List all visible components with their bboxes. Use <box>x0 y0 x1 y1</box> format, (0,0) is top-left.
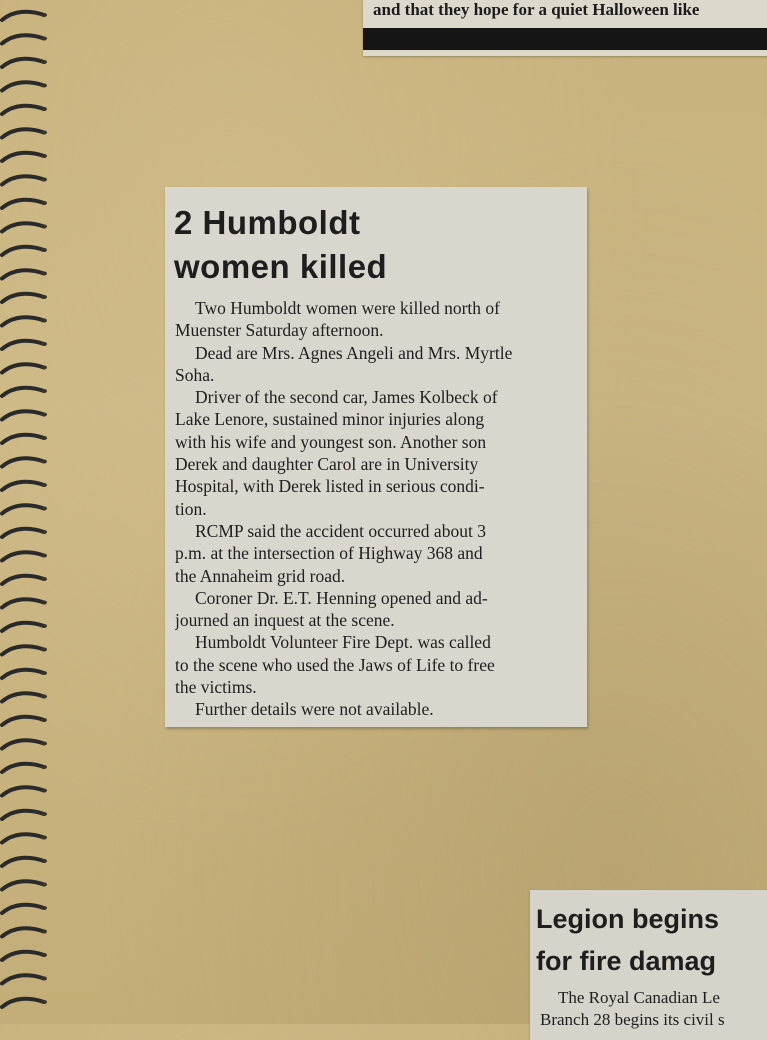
spiral-coil <box>2 247 44 255</box>
spiral-coil <box>2 646 44 654</box>
binding-hole <box>41 389 47 393</box>
spiral-coil <box>2 82 44 90</box>
bottom-clipping-line: Branch 28 begins its civil s <box>540 1010 725 1029</box>
binding-hole <box>41 671 47 675</box>
binding-hole <box>41 507 47 511</box>
spiral-coil <box>2 106 44 114</box>
binding-hole <box>41 718 47 722</box>
article-line: Muenster Saturday afternoon. <box>175 320 384 341</box>
article-line: Dead are Mrs. Agnes Angeli and Mrs. Myrtle <box>195 342 513 363</box>
spiral-coil <box>2 881 44 889</box>
spiral-coil <box>2 811 44 819</box>
article-line: RCMP said the accident occurred about 3 <box>195 520 486 541</box>
binding-hole <box>41 977 47 981</box>
spiral-coil <box>2 975 44 983</box>
spiral-coil <box>2 294 44 302</box>
spiral-coil <box>2 529 44 537</box>
spiral-coil <box>2 153 44 161</box>
article-line: the Annaheim grid road. <box>175 565 346 586</box>
spiral-coil <box>2 576 44 584</box>
spiral-coil <box>2 670 44 678</box>
binding-hole <box>41 60 47 64</box>
headline-line: women killed <box>174 248 388 285</box>
spiral-coil <box>2 388 44 396</box>
binding-hole <box>41 342 47 346</box>
spiral-coil <box>2 623 44 631</box>
binding-hole <box>41 577 47 581</box>
bottom-headline-line: Legion begins <box>536 904 720 934</box>
top-newspaper-clipping <box>363 0 767 56</box>
binding-hole <box>41 225 47 229</box>
bottom-clipping-line: The Royal Canadian Le <box>558 988 720 1007</box>
binding-hole <box>41 483 47 487</box>
binding-hole <box>41 789 47 793</box>
spiral-coil <box>2 341 44 349</box>
spiral-coil <box>2 599 44 607</box>
binding-hole <box>41 906 47 910</box>
spiral-coil <box>2 176 44 184</box>
binding-hole <box>41 131 47 135</box>
binding-hole <box>41 530 47 534</box>
article-line: Lake Lenore, sustained minor injuries along <box>175 409 485 430</box>
spiral-coil <box>2 740 44 748</box>
spiral-coil <box>2 952 44 960</box>
article-line: Humboldt Volunteer Fire Dept. was called <box>195 632 491 653</box>
binding-hole <box>41 601 47 605</box>
binding-hole <box>41 953 47 957</box>
bottom-clipping-body <box>540 987 725 1031</box>
article-line: Two Humboldt women were killed north of <box>195 298 500 318</box>
binding-hole <box>41 248 47 252</box>
article-line: Soha. <box>175 364 215 385</box>
binding-hole <box>41 883 47 887</box>
binding-hole <box>41 201 47 205</box>
binding-hole <box>41 154 47 158</box>
spiral-coil <box>2 364 44 372</box>
spiral-coil <box>2 787 44 795</box>
spiral-coil <box>2 129 44 137</box>
spiral-coil <box>2 505 44 513</box>
article-line: Driver of the second car, James Kolbeck of <box>195 387 498 408</box>
top-clipping-black-rule <box>363 28 767 50</box>
spiral-coil <box>2 435 44 443</box>
binding-hole <box>41 812 47 816</box>
article-line: journed an inquest at the scene. <box>175 610 395 631</box>
spiral-coil <box>2 764 44 772</box>
bottom-headline-line: for fire damag <box>536 946 717 976</box>
spiral-coil <box>2 200 44 208</box>
binding-hole <box>41 648 47 652</box>
binding-hole <box>41 554 47 558</box>
binding-hole <box>41 1000 47 1004</box>
article-line: with his wife and youngest son. Another son <box>175 431 487 452</box>
binding-hole <box>41 366 47 370</box>
top-clipping-text: and that they hope for a quiet Halloween like <box>373 0 700 19</box>
spiral-coil <box>2 717 44 725</box>
article-body <box>175 297 579 721</box>
spiral-coil <box>2 999 44 1007</box>
binding-hole <box>41 319 47 323</box>
spiral-coil <box>2 928 44 936</box>
article-line: Derek and daughter Carol are in University <box>175 454 479 475</box>
article-line: the victims. <box>175 677 257 698</box>
spiral-coil <box>2 411 44 419</box>
binding-hole <box>41 930 47 934</box>
binding-hole <box>41 84 47 88</box>
article-line: Further details were not available. <box>195 699 434 720</box>
binding-hole <box>41 624 47 628</box>
spiral-coil <box>2 834 44 842</box>
binding-hole <box>41 742 47 746</box>
binding-hole <box>41 295 47 299</box>
article-headline <box>174 201 387 289</box>
spiral-coil <box>2 482 44 490</box>
spiral-coil <box>2 317 44 325</box>
headline-line: 2 Humboldt <box>174 204 361 241</box>
binding-hole <box>41 836 47 840</box>
binding-hole <box>41 436 47 440</box>
article-line: to the scene who used the Jaws of Life to free <box>175 654 495 675</box>
article-line: tion. <box>175 498 207 519</box>
spiral-binding <box>0 0 60 1024</box>
article-line: p.m. at the intersection of Highway 368 and <box>175 543 483 564</box>
binding-hole <box>41 859 47 863</box>
binding-hole <box>41 37 47 41</box>
spiral-coil <box>2 552 44 560</box>
article-line: Hospital, with Derek listed in serious condi- <box>175 476 485 497</box>
binding-hole <box>41 178 47 182</box>
spiral-coil <box>2 458 44 466</box>
spiral-coil <box>2 905 44 913</box>
spiral-coil <box>2 12 44 20</box>
spiral-coil <box>2 59 44 67</box>
bottom-clipping-headline <box>536 898 719 982</box>
binding-hole <box>41 13 47 17</box>
article-clipping <box>165 187 587 727</box>
spiral-coil <box>2 858 44 866</box>
binding-hole <box>41 107 47 111</box>
binding-hole <box>41 272 47 276</box>
spiral-coil <box>2 270 44 278</box>
binding-hole <box>41 460 47 464</box>
article-line: Coroner Dr. E.T. Henning opened and ad- <box>195 587 488 608</box>
binding-hole <box>41 695 47 699</box>
spiral-coil <box>2 693 44 701</box>
binding-hole <box>41 413 47 417</box>
bottom-newspaper-clipping <box>530 890 767 1040</box>
spiral-coil <box>2 35 44 43</box>
spiral-coil <box>2 223 44 231</box>
binding-hole <box>41 765 47 769</box>
